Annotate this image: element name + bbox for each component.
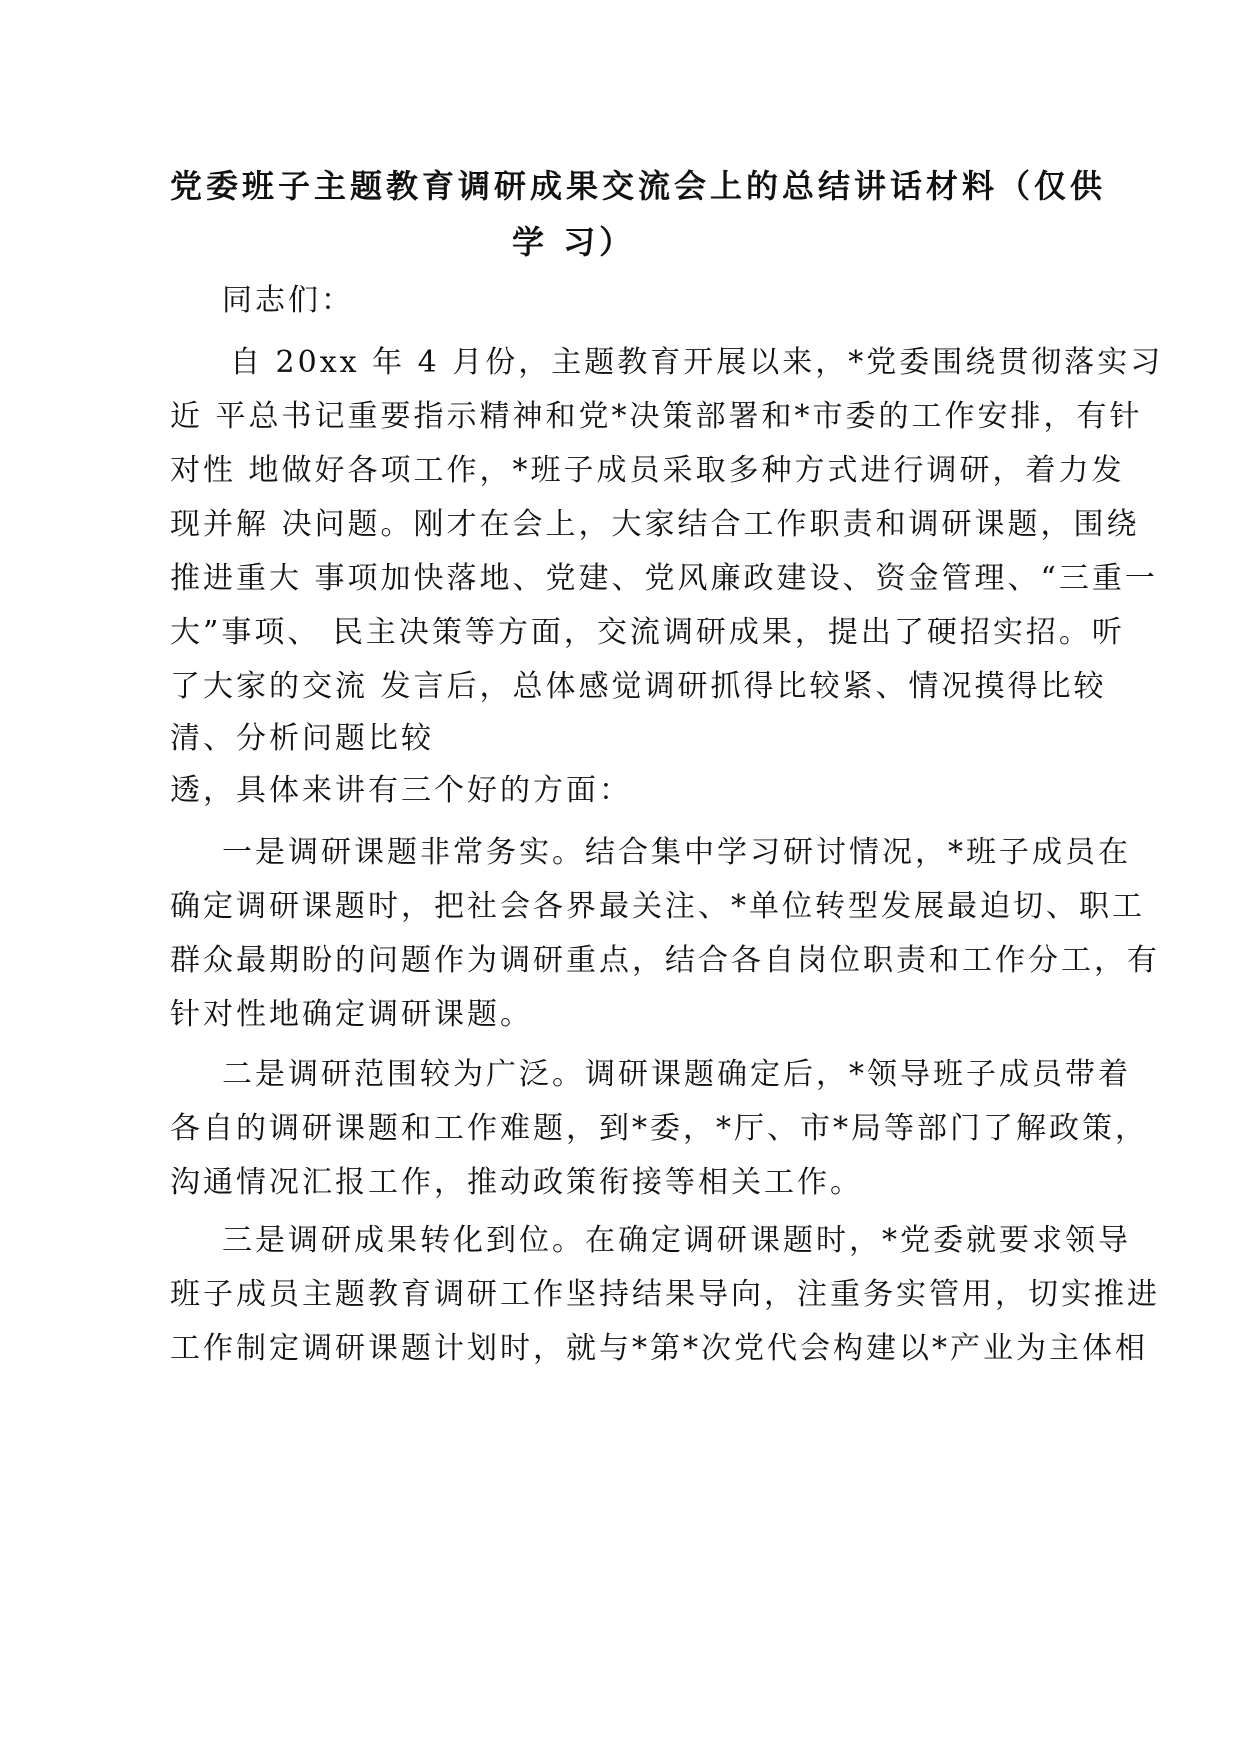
paragraph-2-line: 群众最期盼的问题作为调研重点，结合各自岗位职责和工作分工，有 [170, 943, 1160, 978]
paragraph-3-line: 各自的调研课题和工作难题，到*委，*厅、市*局等部门了解政策， [170, 1111, 1148, 1146]
paragraph-1-line: 对性 地做好各项工作，*班子成员采取多种方式进行调研，着力发 [170, 453, 1125, 488]
paragraph-2-line: 一是调研课题非常务实。结合集中学习研讨情况，*班子成员在 [222, 835, 1131, 870]
document-title-line-2: 学 习） [512, 223, 636, 261]
paragraph-1-line: 透，具体来讲有三个好的方面： [170, 773, 632, 808]
paragraph-1-line: 近 平总书记重要指示精神和党*决策部署和*市委的工作安排，有针 [170, 399, 1143, 434]
paragraph-2-line: 确定调研课题时，把社会各界最关注、*单位转型发展最迫切、职工 [170, 889, 1145, 924]
paragraph-1-line: 推进重大 事项加快落地、党建、党风廉政建设、资金管理、“三重一 [170, 561, 1158, 596]
paragraph-4-line: 工作制定调研课题计划时，就与*第*次党代会构建以*产业为主体相 [170, 1331, 1148, 1366]
paragraph-1-line: 大”事项、 民主决策等方面，交流调研成果，提出了硬招实招。听 [170, 615, 1125, 650]
paragraph-1-line: 了大家的交流 发言后，总体感觉调研抓得比较紧、情况摸得比较 [170, 669, 1107, 704]
paragraph-3-line: 沟通情况汇报工作，推动政策衔接等相关工作。 [170, 1165, 863, 1200]
paragraph-1-line: 现并解 决问题。刚才在会上，大家结合工作职责和调研课题，围绕 [170, 507, 1140, 542]
paragraph-1-line: 自 20xx 年 4 月份，主题教育开展以来，*党委围绕贯彻落实习 [230, 345, 1164, 380]
salutation: 同志们： [222, 283, 354, 318]
paragraph-3-line: 二是调研范围较为广泛。调研课题确定后，*领导班子成员带着 [222, 1057, 1131, 1092]
paragraph-4-line: 班子成员主题教育调研工作坚持结果导向，注重务实管用，切实推进 [170, 1277, 1160, 1312]
document-title-line-1: 党委班子主题教育调研成果交流会上的总结讲话材料（仅供 [170, 167, 1107, 205]
paragraph-2-line: 针对性地确定调研课题。 [170, 997, 533, 1032]
paragraph-1-line: 清、分析问题比较 [170, 721, 434, 756]
paragraph-4-line: 三是调研成果转化到位。在确定调研课题时，*党委就要求领导 [222, 1223, 1131, 1258]
